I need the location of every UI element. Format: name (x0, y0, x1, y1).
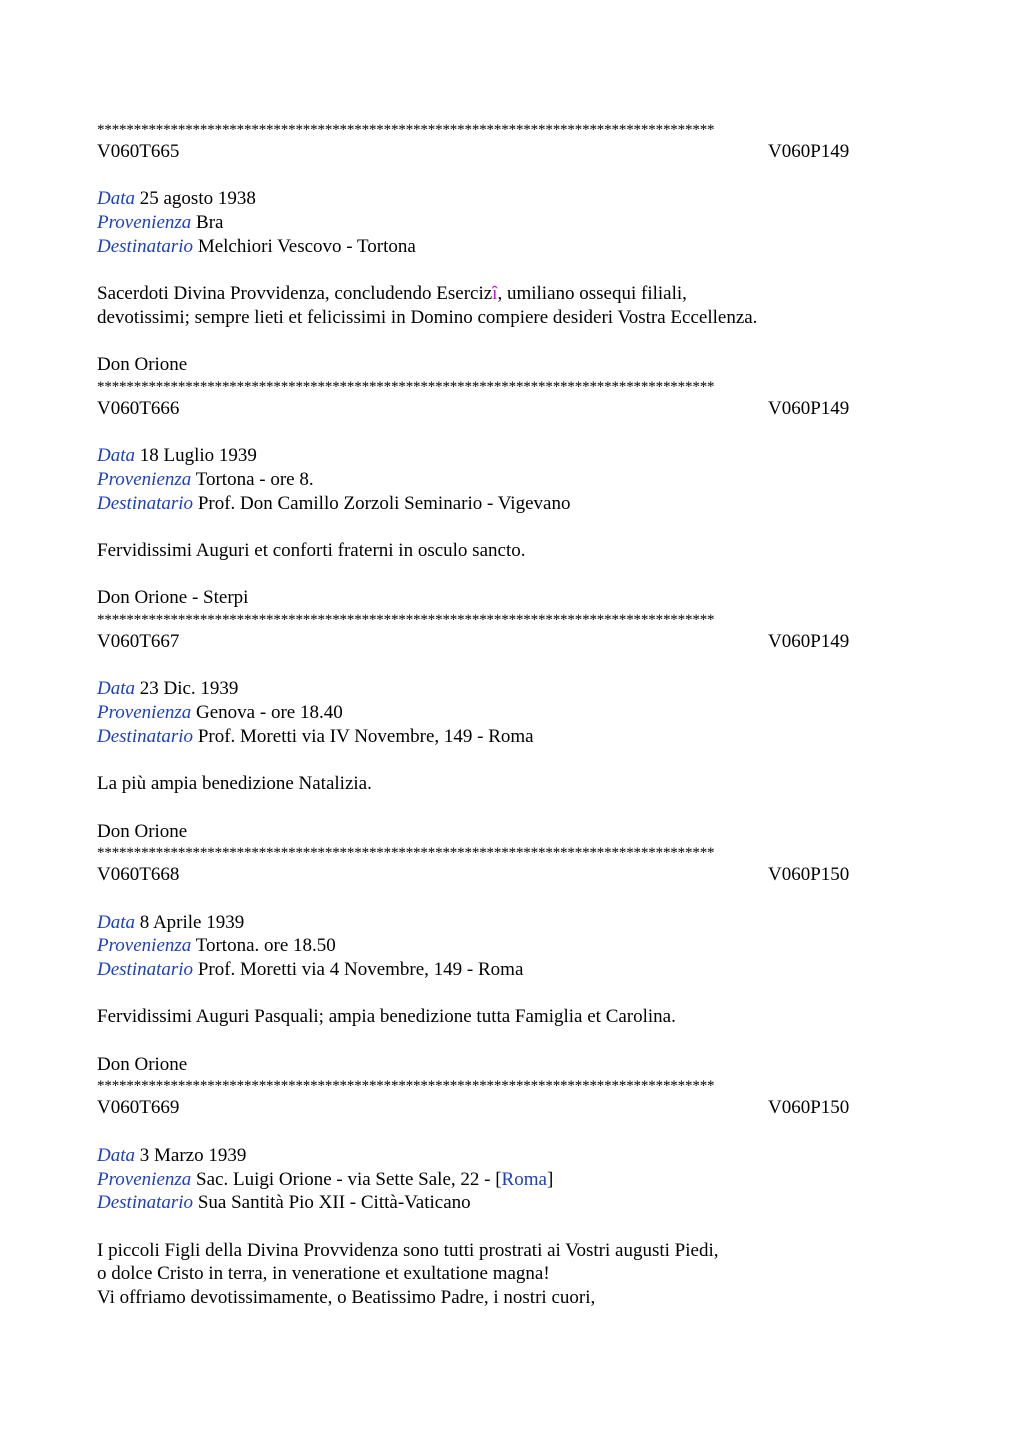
body-line: I piccoli Figli della Divina Provvidenza sono tutti prostrati ai Vostri augusti Piedi, (97, 1239, 719, 1261)
recipient-line (97, 958, 927, 982)
origin-line (97, 701, 927, 725)
signature: Don Orione - Sterpi (97, 587, 249, 609)
recipient-line (97, 725, 927, 749)
separator: ************************************************************************************ (97, 122, 715, 138)
page-code: V060P150 (768, 864, 850, 886)
date-label: Data (97, 445, 135, 467)
recipient-label: Destinatario (97, 959, 194, 980)
date-label: Data (97, 188, 135, 210)
signature: Don Orione (97, 1053, 188, 1075)
entry-header (97, 397, 927, 421)
page-code: V060P149 (768, 141, 850, 162)
date-line (97, 911, 927, 935)
entry-code: V060T669 (97, 1097, 180, 1119)
separator: ************************************************************************************ (97, 378, 715, 395)
date-line (97, 444, 927, 468)
date-value: 18 Luglio 1939 (139, 445, 257, 467)
body-line: La più ampia benedizione Natalizia. (97, 773, 372, 795)
recipient-line (97, 235, 927, 259)
separator: ************************************************************************************ (97, 845, 715, 862)
recipient-label: Destinatario (97, 725, 194, 747)
spacer (97, 258, 927, 282)
recipient-value: Prof. Moretti via IV Novembre, 149 - Roma (197, 725, 534, 747)
origin-value: Genova - ore 18.40 (196, 702, 343, 724)
origin-line (97, 934, 927, 958)
recipient-line (97, 492, 927, 516)
signature: Don Orione (97, 820, 188, 842)
body-line: Fervidissimi Auguri et conforti fraterni in osculo sancto. (97, 540, 526, 561)
origin-label: Provenienza (97, 212, 192, 234)
origin-value: Tortona - ore 8. (195, 468, 314, 490)
recipient-value: Prof. Don Camillo Zorzoli Seminario - Vigevano (197, 492, 571, 514)
date-label: Data (97, 911, 135, 933)
date-line (97, 1144, 927, 1168)
date-label: Data (97, 678, 135, 700)
spacer (97, 330, 927, 354)
separator: ************************************************************************************ (97, 1078, 715, 1095)
telegram-entry (97, 843, 927, 1076)
body-line: Fervidissimi Auguri Pasquali; ampia benedizione tutta Famiglia et Carolina. (97, 1006, 676, 1028)
origin-line (97, 1168, 927, 1192)
recipient-label: Destinatario (97, 492, 194, 514)
page-code: V060P150 (768, 1097, 850, 1119)
spacer (97, 654, 927, 678)
origin-label: Provenienza (97, 1168, 192, 1190)
spacer (97, 1120, 927, 1144)
origin-label: Provenienza (97, 702, 192, 724)
origin-line (97, 468, 927, 492)
spacer (97, 563, 927, 587)
entry-code: V060T668 (97, 864, 180, 886)
body-line: devotissimi; sempre lieti et felicissimi in Domino compiere desideri Vostra Eccellenza. (97, 306, 758, 328)
origin-value-end: ] (546, 1168, 554, 1190)
signature: Don Orione (97, 354, 188, 376)
recipient-value: Prof. Moretti via 4 Novembre, 149 - Roma (197, 959, 524, 980)
entry-code: V060T665 (97, 141, 180, 162)
entry-header (97, 140, 927, 164)
date-value: 8 Aprile 1939 (139, 911, 245, 933)
recipient-line (97, 1191, 927, 1215)
entry-header (97, 630, 927, 654)
origin-link[interactable]: Roma (501, 1168, 547, 1190)
date-value: 25 agosto 1938 (139, 188, 256, 210)
telegram-entry (97, 377, 927, 610)
spacer (97, 796, 927, 820)
body-text: Sacerdoti Divina Provvidenza, concludendo Eserciz (97, 283, 493, 305)
date-line (97, 677, 927, 701)
entry-code: V060T666 (97, 397, 180, 419)
page-code: V060P149 (768, 631, 850, 653)
entry-header (97, 1096, 927, 1120)
spacer (97, 1029, 927, 1053)
origin-line (97, 211, 927, 235)
separator: ************************************************************************************ (97, 612, 715, 629)
spacer (97, 749, 927, 773)
telegram-entry (97, 610, 927, 843)
entry-header (97, 863, 927, 887)
recipient-value: Melchiori Vescovo - Tortona (197, 235, 416, 257)
origin-value: Sac. Luigi Orione - via Sette Sale, 22 - [ (196, 1168, 502, 1190)
body-line: o dolce Cristo in terra, in veneratione et exultatione magna! (97, 1263, 550, 1285)
body-line (97, 282, 927, 306)
spacer (97, 887, 927, 911)
spacer (97, 1215, 927, 1239)
origin-label: Provenienza (97, 935, 192, 957)
body-line: Vi offriamo devotissimamente, o Beatissimo Padre, i nostri cuori, (97, 1286, 596, 1308)
body-text: , umiliano ossequi filiali, (497, 283, 687, 305)
origin-value: Bra (196, 212, 224, 234)
origin-label: Provenienza (97, 468, 192, 490)
spacer (97, 164, 927, 188)
spacer (97, 421, 927, 445)
spacer (97, 982, 927, 1006)
page-code: V060P149 (768, 397, 850, 419)
date-value: 3 Marzo 1939 (139, 1144, 247, 1166)
entry-code: V060T667 (97, 631, 180, 653)
recipient-value: Sua Santità Pio XII - Città-Vaticano (197, 1192, 471, 1214)
origin-value: Tortona. ore 18.50 (195, 935, 336, 957)
spacer (97, 515, 927, 539)
body-accent-char: î (492, 283, 498, 305)
recipient-label: Destinatario (97, 235, 194, 257)
date-line (97, 187, 927, 211)
telegram-entry (97, 1076, 927, 1309)
document-page (97, 120, 927, 1310)
date-label: Data (97, 1144, 135, 1166)
telegram-entry (97, 120, 927, 377)
recipient-label: Destinatario (97, 1192, 194, 1214)
date-value: 23 Dic. 1939 (139, 678, 239, 700)
